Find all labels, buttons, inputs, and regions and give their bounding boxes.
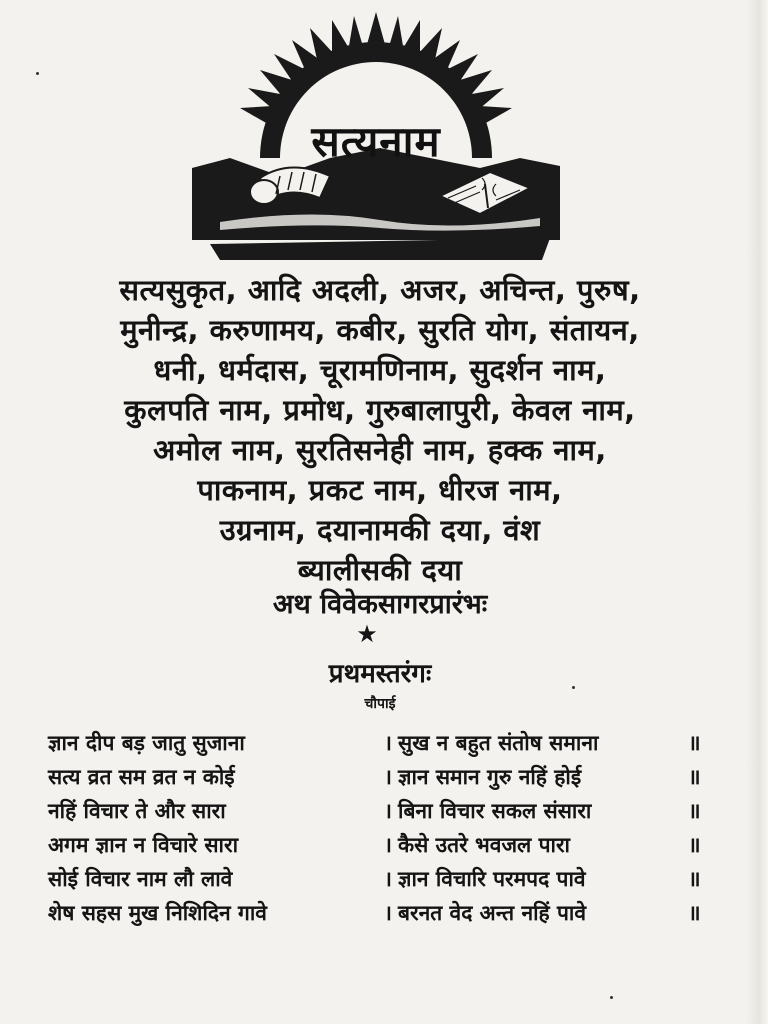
- print-speck: [36, 72, 39, 75]
- section-heading: प्रथमस्तरंगः: [328, 659, 432, 689]
- verse-separator: ।: [384, 731, 392, 755]
- verse-end-mark: ॥: [688, 765, 701, 789]
- verse-end-mark: ॥: [688, 867, 701, 891]
- verse-first-half: नहिं विचार ते और सारा: [48, 799, 226, 823]
- names-line: मुनीन्द्र, करुणामय, कबीर, सुरति योग, संतायन,: [120, 313, 640, 347]
- verse-line: [48, 794, 728, 828]
- verse-list: [48, 726, 728, 930]
- names-line: ब्यालीसकी दया: [297, 553, 463, 587]
- verse-end-mark: ॥: [688, 731, 701, 755]
- verse-line: [48, 760, 728, 794]
- verse-second-half: ज्ञान विचारि परमपद पावे: [398, 867, 586, 891]
- verse-second-half: बरनत वेद अन्त नहिं पावे: [398, 901, 587, 925]
- verse-second-half: कैसे उतरे भवजल पारा: [398, 833, 570, 857]
- verse-separator: ।: [384, 799, 392, 823]
- page-edge-shadow: [746, 0, 768, 1024]
- verse-second-half: बिना विचार सकल संसारा: [398, 799, 592, 823]
- names-line: उग्रनाम, दयानामकी दया, वंश: [219, 513, 541, 547]
- verse-separator: ।: [384, 867, 392, 891]
- verse-end-mark: ॥: [688, 901, 701, 925]
- names-line: धनी, धर्मदास, चूरामणिनाम, सुदर्शन नाम,: [153, 353, 607, 387]
- verse-first-half: सोई विचार नाम लौ लावे: [48, 867, 233, 891]
- verse-line: [48, 828, 728, 862]
- verse-first-half: अगम ज्ञान न विचारे सारा: [48, 833, 239, 857]
- verse-separator: ।: [384, 901, 392, 925]
- names-line: अमोल नाम, सुरतिसनेही नाम, हक्क नाम,: [153, 433, 607, 467]
- names-line: सत्यसुकृत, आदि अदली, अजर, अचिन्त, पुरुष,: [119, 273, 641, 307]
- verse-first-half: सत्य व्रत सम व्रत न कोई: [48, 765, 235, 789]
- names-line: पाकनाम, प्रकट नाम, धीरज नाम,: [197, 473, 563, 507]
- star-ornament: ★: [356, 620, 378, 648]
- emblem-title: सत्यनाम: [311, 117, 441, 166]
- verse-first-half: ज्ञान दीप बड़ जातु सुजाना: [48, 731, 245, 755]
- satyanam-emblem: [190, 8, 562, 263]
- print-speck: [572, 686, 575, 689]
- verse-separator: ।: [384, 833, 392, 857]
- names-line: कुलपति नाम, प्रमोध, गुरुबालापुरी, केवल नाम,: [124, 393, 636, 427]
- verse-line: [48, 726, 728, 760]
- verse-separator: ।: [384, 765, 392, 789]
- verse-end-mark: ॥: [688, 833, 701, 857]
- main-heading: अथ विवेकसागरप्रारंभः: [272, 589, 488, 620]
- verse-line: [48, 862, 728, 896]
- verse-line: [48, 896, 728, 930]
- print-speck: [610, 996, 613, 999]
- chaupai-label: चौपाई: [364, 696, 396, 712]
- sacred-names-block: [30, 270, 730, 590]
- verse-second-half: ज्ञान समान गुरु नहिं होई: [398, 765, 582, 789]
- verse-second-half: सुख न बहुत संतोष समाना: [398, 731, 599, 755]
- verse-first-half: शेष सहस मुख निशिदिन गावे: [48, 901, 267, 925]
- verse-end-mark: ॥: [688, 799, 701, 823]
